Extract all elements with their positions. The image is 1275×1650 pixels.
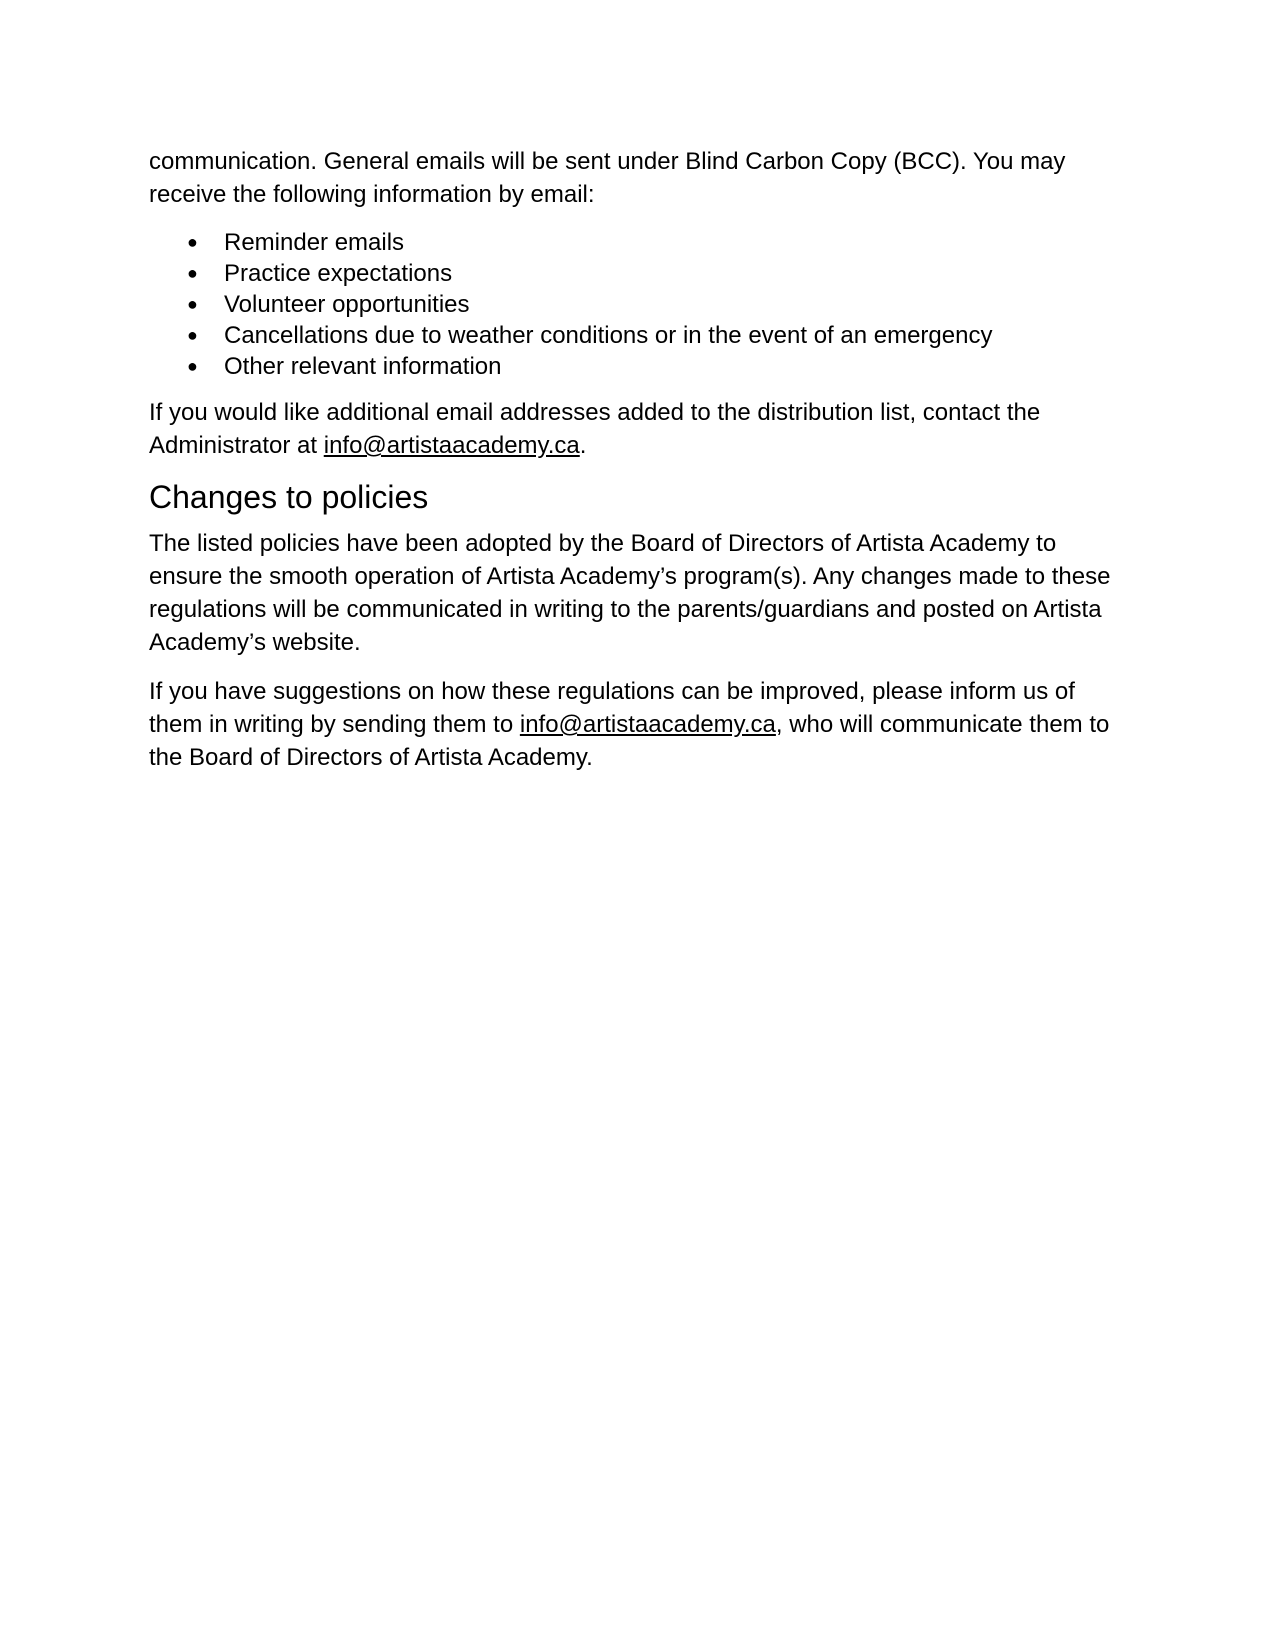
suggestions-email-link[interactable]: info@artistaacademy.ca — [519, 711, 776, 738]
list-item-label: Cancellations due to weather conditions or in the event of an emergency — [224, 322, 993, 349]
list-item — [149, 351, 1134, 382]
list-item — [149, 289, 1134, 320]
page-content — [149, 145, 1134, 774]
list-item-label: Other relevant information — [224, 353, 502, 380]
bullet-icon: ● — [187, 325, 198, 345]
list-item-label: Practice expectations — [224, 260, 453, 287]
email-info-paragraph: communication. General emails will be sent under Blind Carbon Copy (BCC). You may receive the following information by email: — [149, 148, 1066, 208]
distribution-list-paragraph — [149, 396, 1134, 462]
list-item-label: Reminder emails — [224, 229, 405, 256]
suggestions-text-end: , who will communicate them to the Board of Directors of Artista Academy. — [149, 711, 1110, 771]
distribution-text-end: . — [579, 432, 587, 459]
bullet-icon: ● — [187, 294, 198, 314]
section-heading: Changes to policies — [149, 479, 429, 515]
bullet-icon: ● — [187, 356, 198, 376]
admin-email-link[interactable]: info@artistaacademy.ca — [323, 432, 580, 459]
policies-paragraph: The listed policies have been adopted by the Board of Directors of Artista Academy to ensure the smooth operation of Artista Academy’s program(s). Any changes made to these regulations will be communicated in writing to the parents/guardians and posted on Artista Academy’s website. — [149, 530, 1111, 656]
list-item-label: Volunteer opportunities — [224, 291, 470, 318]
suggestions-paragraph — [149, 675, 1134, 774]
bullet-icon: ● — [187, 232, 198, 252]
list-item — [149, 258, 1134, 289]
list-item — [149, 227, 1134, 258]
list-item — [149, 320, 1134, 351]
bullet-icon: ● — [187, 263, 198, 283]
distribution-text: If you would like additional email addresses added to the distribution list, contact the Administrator at — [149, 399, 1041, 459]
email-topics-list — [149, 227, 1134, 382]
suggestions-text: If you have suggestions on how these regulations can be improved, please inform us of them in writing by sending them to — [149, 678, 1075, 738]
